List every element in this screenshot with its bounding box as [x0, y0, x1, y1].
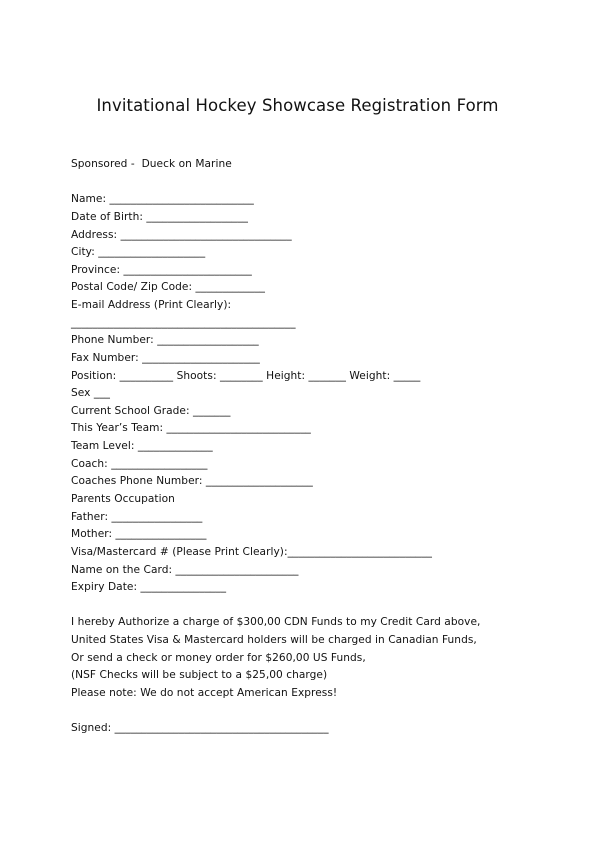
school-grade-field: Current School Grade: _______	[71, 405, 231, 417]
expiry-field: Expiry Date: ________________	[71, 581, 227, 593]
form-title: Invitational Hockey Showcase Registration Form	[96, 96, 499, 115]
position-row: Position: __________ Shoots: ________ Height: _______ Weight: _____	[71, 370, 421, 382]
phone-field: Phone Number: ___________________	[71, 334, 259, 346]
card-name-field: Name on the Card: _______________________	[71, 564, 299, 576]
coach-phone-field: Coaches Phone Number: ____________________	[71, 475, 313, 487]
fax-field: Fax Number: ______________________	[71, 352, 260, 364]
card-number-field: Visa/Mastercard # (Please Print Clearly):___________________________	[71, 546, 432, 558]
signature-field: Signed: ________________________________________	[71, 722, 329, 734]
payment-line-3: Or send a check or money order for $260,00 US Funds,	[71, 652, 366, 664]
team-level-field: Team Level: ______________	[71, 440, 213, 452]
email-label: E-mail Address (Print Clearly):	[71, 299, 232, 311]
name-field: Name: ___________________________	[71, 193, 254, 205]
city-field: City: ____________________	[71, 246, 206, 258]
payment-line-2: United States Visa & Mastercard holders will be charged in Canadian Funds,	[71, 634, 477, 646]
sex-field: Sex ___	[71, 387, 110, 399]
province-field: Province: ________________________	[71, 264, 252, 276]
sponsor-text: Sponsored - Dueck on Marine	[71, 158, 232, 170]
postal-code-field: Postal Code/ Zip Code: _____________	[71, 281, 266, 293]
payment-line-4: (NSF Checks will be subject to a $25,00 charge)	[71, 669, 328, 681]
payment-line-5: Please note: We do not accept American Express!	[71, 687, 338, 699]
parents-occupation-label: Parents Occupation	[71, 493, 175, 505]
dob-field: Date of Birth: ___________________	[71, 211, 248, 223]
father-field: Father: _________________	[71, 511, 203, 523]
address-field: Address: ________________________________	[71, 229, 292, 241]
mother-field: Mother: _________________	[71, 528, 207, 540]
coach-field: Coach: __________________	[71, 458, 208, 470]
payment-line-1: I hereby Authorize a charge of $300,00 CDN Funds to my Credit Card above,	[71, 616, 481, 628]
email-line: __________________________________________	[71, 317, 296, 329]
team-field: This Year’s Team: ___________________________	[71, 422, 311, 434]
